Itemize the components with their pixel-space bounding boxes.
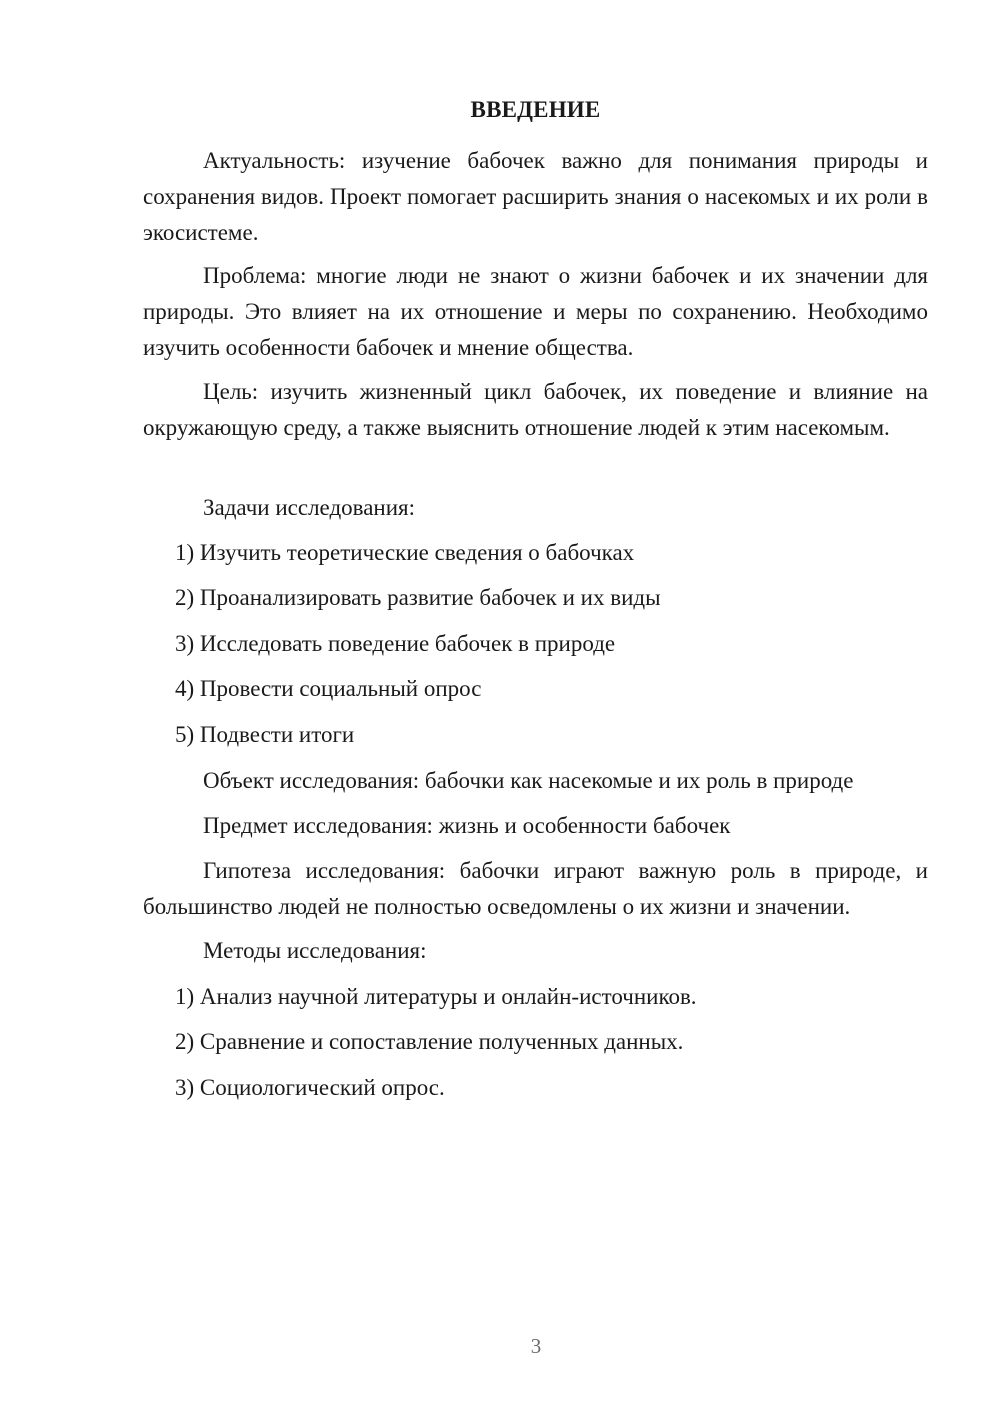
tasks-heading: Задачи исследования: [203,495,416,520]
task-item: 5) Подвести итоги [175,722,355,747]
relevance-paragraph: Актуальность: изучение бабочек важно для понимания природы и сохранения видов. Проект помогает расширить знания о насекомых и их роли в экосистеме. [143,148,928,245]
method-item: 3) Социологический опрос. [175,1075,445,1100]
task-item: 3) Исследовать поведение бабочек в природе [175,631,616,656]
task-item: 1) Изучить теоретические сведения о бабочках [175,540,635,565]
section-title: ВВЕДЕНИЕ [470,97,601,122]
problem-paragraph: Проблема: многие люди не знают о жизни бабочек и их значении для природы. Это влияет на их отношение и меры по сохранению. Необходимо изучить особенности бабочек и мнение общества. [143,263,928,360]
task-item: 2) Проанализировать развитие бабочек и их виды [175,585,661,610]
method-item: 2) Сравнение и сопоставление полученных данных. [175,1029,684,1054]
method-item: 1) Анализ научной литературы и онлайн-источников. [175,984,697,1009]
subject-line: Предмет исследования: жизнь и особенности бабочек [203,813,731,838]
task-item: 4) Провести социальный опрос [175,676,482,701]
page-number: 3 [530,1334,542,1358]
object-line: Объект исследования: бабочки как насекомые и их роль в природе [203,768,854,793]
goal-paragraph: Цель: изучить жизненный цикл бабочек, их поведение и влияние на окружающую среду, а также выяснить отношение людей к этим насекомым. [143,379,928,440]
hypothesis-paragraph: Гипотеза исследования: бабочки играют важную роль в природе, и большинство людей не полностью осведомлены о их жизни и значении. [143,858,928,919]
methods-heading: Методы исследования: [203,938,427,963]
